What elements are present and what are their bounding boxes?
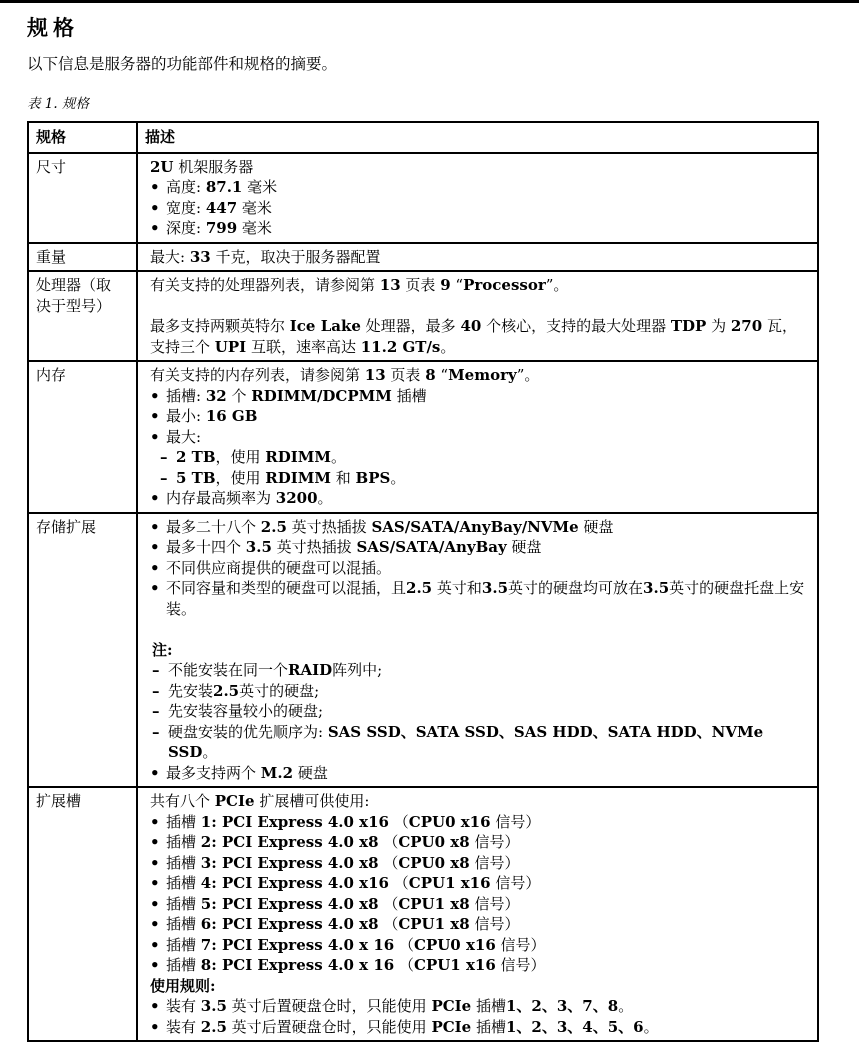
desc-cell xyxy=(137,513,818,788)
bullet-marker: • xyxy=(150,833,160,851)
desc-line xyxy=(150,558,807,579)
bullet-marker: • xyxy=(150,915,160,933)
desc-line xyxy=(150,386,807,407)
spec-cell: 尺寸 xyxy=(28,153,137,243)
table-row xyxy=(28,787,818,1041)
desc-line xyxy=(150,198,807,219)
desc-line xyxy=(150,853,807,874)
line-text: 插槽 1: PCI Express 4.0 x16 （CPU0 x16 信号） xyxy=(166,812,541,831)
desc-line xyxy=(150,157,807,178)
line-text: 先安装容量较小的硬盘; xyxy=(168,702,324,720)
line-text: 有关支持的处理器列表，请参阅第 13 页表 9 “Processor”。 xyxy=(150,276,569,294)
line-text: 不同容量和类型的硬盘可以混插，且2.5 英寸和3.5英寸的硬盘均可放在3.5英寸的硬盘托盘上安装。 xyxy=(166,579,805,618)
bullet-marker: • xyxy=(150,1017,160,1036)
desc-line xyxy=(150,517,807,538)
line-text: 装有 2.5 英寸后置硬盘仓时，只能使用 PCIe 插槽1、2、3、4、5、6。 xyxy=(166,1017,659,1036)
header-cell-spec: 规格 xyxy=(28,122,137,153)
table-caption: 表 1. 规格 xyxy=(27,96,89,112)
table-body xyxy=(28,153,818,1042)
table-row xyxy=(28,153,818,243)
bullet-marker: • xyxy=(150,219,160,237)
desc-cell xyxy=(137,271,818,361)
desc-line xyxy=(150,701,807,722)
bullet-marker: • xyxy=(150,198,160,217)
line-text: 共有八个 PCIe 扩展槽可供使用: xyxy=(150,792,370,810)
desc-line xyxy=(150,640,807,661)
bullet-marker: • xyxy=(150,853,160,872)
dash-marker: – xyxy=(160,468,168,487)
desc-line xyxy=(150,468,807,489)
bullet-marker: • xyxy=(150,763,160,782)
desc-cell xyxy=(137,153,818,243)
bullet-marker: • xyxy=(150,427,160,446)
line-text: 最多支持两颗英特尔 Ice Lake 处理器，最多 40 个核心，支持的最大处理器 TDP 为 270 瓦，支持三个 UPI 互联，速率高达 11.2 GT/s。 xyxy=(150,317,797,356)
page-top-rule xyxy=(0,0,859,3)
desc-cell xyxy=(137,787,818,1041)
line-text: 深度: 799 毫米 xyxy=(166,219,272,237)
line-text: 插槽 2: PCI Express 4.0 x8 （CPU0 x8 信号） xyxy=(166,833,520,851)
line-text: 2 TB，使用 RDIMM。 xyxy=(176,448,346,466)
line-text: 有关支持的内存列表，请参阅第 13 页表 8 “Memory”。 xyxy=(150,366,540,384)
line-text: 最小: 16 GB xyxy=(166,407,258,425)
dash-marker: – xyxy=(152,722,160,741)
dash-marker: – xyxy=(152,661,160,679)
intro-text: 以下信息是服务器的功能部件和规格的摘要。 xyxy=(27,55,338,73)
line-text: 5 TB，使用 RDIMM 和 BPS。 xyxy=(176,468,406,487)
bullet-marker: • xyxy=(150,579,160,597)
spec-table xyxy=(27,121,819,1042)
bullet-marker: • xyxy=(150,558,160,577)
bullet-marker: • xyxy=(150,935,160,954)
dash-marker: – xyxy=(152,702,160,720)
bullet-marker: • xyxy=(150,407,160,425)
line-text: 内存最高频率为 3200。 xyxy=(166,489,333,507)
dash-marker: – xyxy=(160,448,168,466)
line-text: 插槽 6: PCI Express 4.0 x8 （CPU1 x8 信号） xyxy=(166,915,520,933)
desc-line xyxy=(150,873,807,894)
desc-line xyxy=(150,275,807,296)
bullet-marker: • xyxy=(150,489,160,507)
desc-line xyxy=(150,763,807,784)
line-text: 不同供应商提供的硬盘可以混插。 xyxy=(166,558,392,577)
table-row xyxy=(28,271,818,361)
table-row xyxy=(28,361,818,513)
spec-cell: 重量 xyxy=(28,243,137,272)
line-text: 宽度: 447 毫米 xyxy=(166,198,272,217)
spec-cell: 处理器（取决于型号） xyxy=(28,271,137,361)
desc-line xyxy=(150,681,807,702)
desc-line xyxy=(150,935,807,956)
page-title: 规格 xyxy=(27,16,79,40)
desc-line xyxy=(150,177,807,198)
desc-line xyxy=(150,488,807,509)
bullet-marker: • xyxy=(150,997,160,1015)
desc-line xyxy=(150,316,807,357)
table-row xyxy=(28,243,818,272)
line-text: 插槽 5: PCI Express 4.0 x8 （CPU1 x8 信号） xyxy=(166,894,520,913)
line-text: 最多十四个 3.5 英寸热插拔 SAS/SATA/AnyBay 硬盘 xyxy=(166,538,542,556)
line-text: 插槽 8: PCI Express 4.0 x 16 （CPU1 x16 信号） xyxy=(166,956,546,974)
bullet-marker: • xyxy=(150,894,160,913)
bullet-marker: • xyxy=(150,812,160,831)
line-text: 插槽 3: PCI Express 4.0 x8 （CPU0 x8 信号） xyxy=(166,853,520,872)
desc-line xyxy=(150,722,807,763)
desc-line xyxy=(150,660,807,681)
desc-line xyxy=(150,365,807,386)
desc-line xyxy=(150,247,807,268)
desc-line xyxy=(150,976,807,997)
spec-cell: 扩展槽 xyxy=(28,787,137,1041)
blank-line xyxy=(150,296,807,317)
line-text: 先安装2.5英寸的硬盘; xyxy=(168,681,320,700)
line-text: 插槽: 32 个 RDIMM/DCPMM 插槽 xyxy=(166,386,427,405)
line-text: 装有 3.5 英寸后置硬盘仓时，只能使用 PCIe 插槽1、2、3、7、8。 xyxy=(166,997,634,1015)
bullet-marker: • xyxy=(150,517,160,536)
desc-line xyxy=(150,791,807,812)
desc-line xyxy=(150,537,807,558)
line-text: 2U 机架服务器 xyxy=(150,157,254,176)
desc-line xyxy=(150,578,807,619)
desc-line xyxy=(150,914,807,935)
bullet-marker: • xyxy=(150,386,160,405)
dash-marker: – xyxy=(152,681,160,700)
desc-line xyxy=(150,955,807,976)
desc-line xyxy=(150,894,807,915)
line-text: 插槽 4: PCI Express 4.0 x16 （CPU1 x16 信号） xyxy=(166,874,541,892)
blank-line xyxy=(150,619,807,640)
line-text: 最大: xyxy=(166,427,202,446)
desc-line xyxy=(150,218,807,239)
bullet-marker: • xyxy=(150,956,160,974)
desc-line xyxy=(150,427,807,448)
table-header-row xyxy=(28,122,818,153)
header-cell-desc: 描述 xyxy=(137,122,818,153)
desc-line xyxy=(150,996,807,1017)
line-text: 插槽 7: PCI Express 4.0 x 16 （CPU0 x16 信号） xyxy=(166,935,546,954)
desc-line xyxy=(150,832,807,853)
table-row xyxy=(28,513,818,788)
line-text: 硬盘安装的优先顺序为: SAS SSD、SATA SSD、SAS HDD、SATA HDD、NVMe SSD。 xyxy=(168,722,764,761)
bullet-marker: • xyxy=(150,538,160,556)
bullet-marker: • xyxy=(150,178,160,196)
desc-cell xyxy=(137,243,818,272)
line-text: 高度: 87.1 毫米 xyxy=(166,178,278,196)
spec-cell: 存储扩展 xyxy=(28,513,137,788)
line-text: 注: xyxy=(152,640,173,659)
line-text: 不能安装在同一个RAID阵列中; xyxy=(168,661,383,679)
desc-line xyxy=(150,447,807,468)
line-text: 最大: 33 千克，取决于服务器配置 xyxy=(150,247,381,266)
desc-line xyxy=(150,1017,807,1038)
line-text: 使用规则: xyxy=(150,976,216,995)
desc-line xyxy=(150,812,807,833)
bullet-marker: • xyxy=(150,874,160,892)
desc-cell xyxy=(137,361,818,513)
line-text: 最多支持两个 M.2 硬盘 xyxy=(166,763,328,782)
spec-cell: 内存 xyxy=(28,361,137,513)
line-text: 最多二十八个 2.5 英寸热插拔 SAS/SATA/AnyBay/NVMe 硬盘 xyxy=(166,517,614,536)
desc-line xyxy=(150,406,807,427)
